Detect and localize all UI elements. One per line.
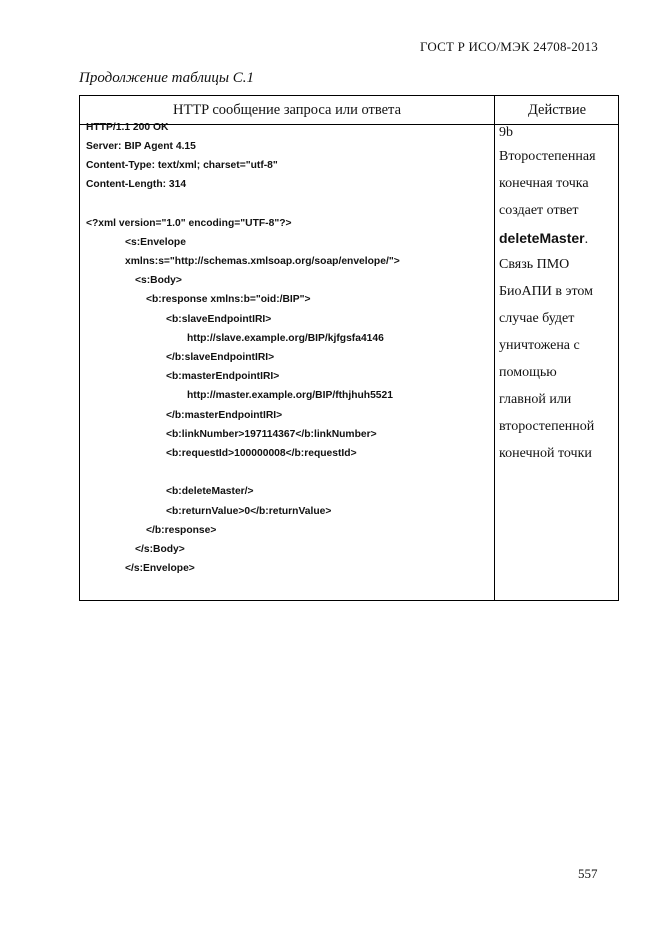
code-line: <b:requestId>100000008</b:requestId> [166,448,357,459]
action-line: создает ответ [499,203,579,218]
action-line: БиоАПИ в этом [499,284,594,299]
code-line: <b:returnValue>0</b:returnValue> [166,506,332,517]
table-continuation-caption: Продолжение таблицы С.1 [79,70,255,86]
code-line: http://master.example.org/BIP/fthjhuh5521 [187,390,393,401]
code-line: </s:Envelope> [125,563,195,574]
action-step: 9b [499,125,513,140]
action-keyword-suffix: . [584,232,589,247]
code-line: </b:response> [146,525,217,536]
action-line: случае будет [499,311,575,326]
standard-header: ГОСТ Р ИСО/МЭК 24708-2013 [419,39,598,54]
code-line: <b:slaveEndpointIRI> [166,314,272,325]
code-line: http://slave.example.org/BIP/kjfgsfa4146 [187,333,384,344]
code-line: <b:linkNumber>197114367</b:linkNumber> [166,429,377,440]
code-line: <?xml version="1.0" encoding="UTF-8"?> [86,218,292,229]
header-action: Действие [527,101,587,118]
code-line: Server: BIP Agent 4.15 [86,141,196,152]
action-line: второстепенной [499,419,595,434]
code-line: </s:Body> [135,544,185,555]
code-line: HTTP/1.1 200 OK [86,122,169,133]
code-line: </b:slaveEndpointIRI> [166,352,275,363]
table-header-row [80,96,618,125]
column-divider [494,96,495,600]
action-keyword: deleteMaster [499,230,585,246]
code-line: Content-Type: text/xml; charset="utf-8" [86,160,278,171]
action-line: конечной точки [499,446,592,461]
header-message: HTTP сообщение запроса или ответа [172,101,402,118]
action-line: главной или [499,392,572,407]
action-line: уничтожена с [499,338,580,353]
action-line: помощью [499,365,557,380]
action-line: конечная точка [499,176,589,191]
code-line: <s:Envelope [125,237,186,248]
code-line: <b:deleteMaster/> [166,486,254,497]
message-table [79,95,619,601]
code-line: <b:response xmlns:b="oid:/BIP"> [146,294,311,305]
code-line: Content-Length: 314 [86,179,187,190]
action-line: Связь ПМО [499,257,570,272]
action-line: Второстепенная [499,149,596,164]
action-line [499,230,588,248]
page-number: 557 [578,866,598,881]
code-line: </b:masterEndpointIRI> [166,410,283,421]
code-line: <b:masterEndpointIRI> [166,371,280,382]
code-line: xmlns:s="http://schemas.xmlsoap.org/soap/envelope/"> [125,256,400,267]
code-line: <s:Body> [135,275,182,286]
